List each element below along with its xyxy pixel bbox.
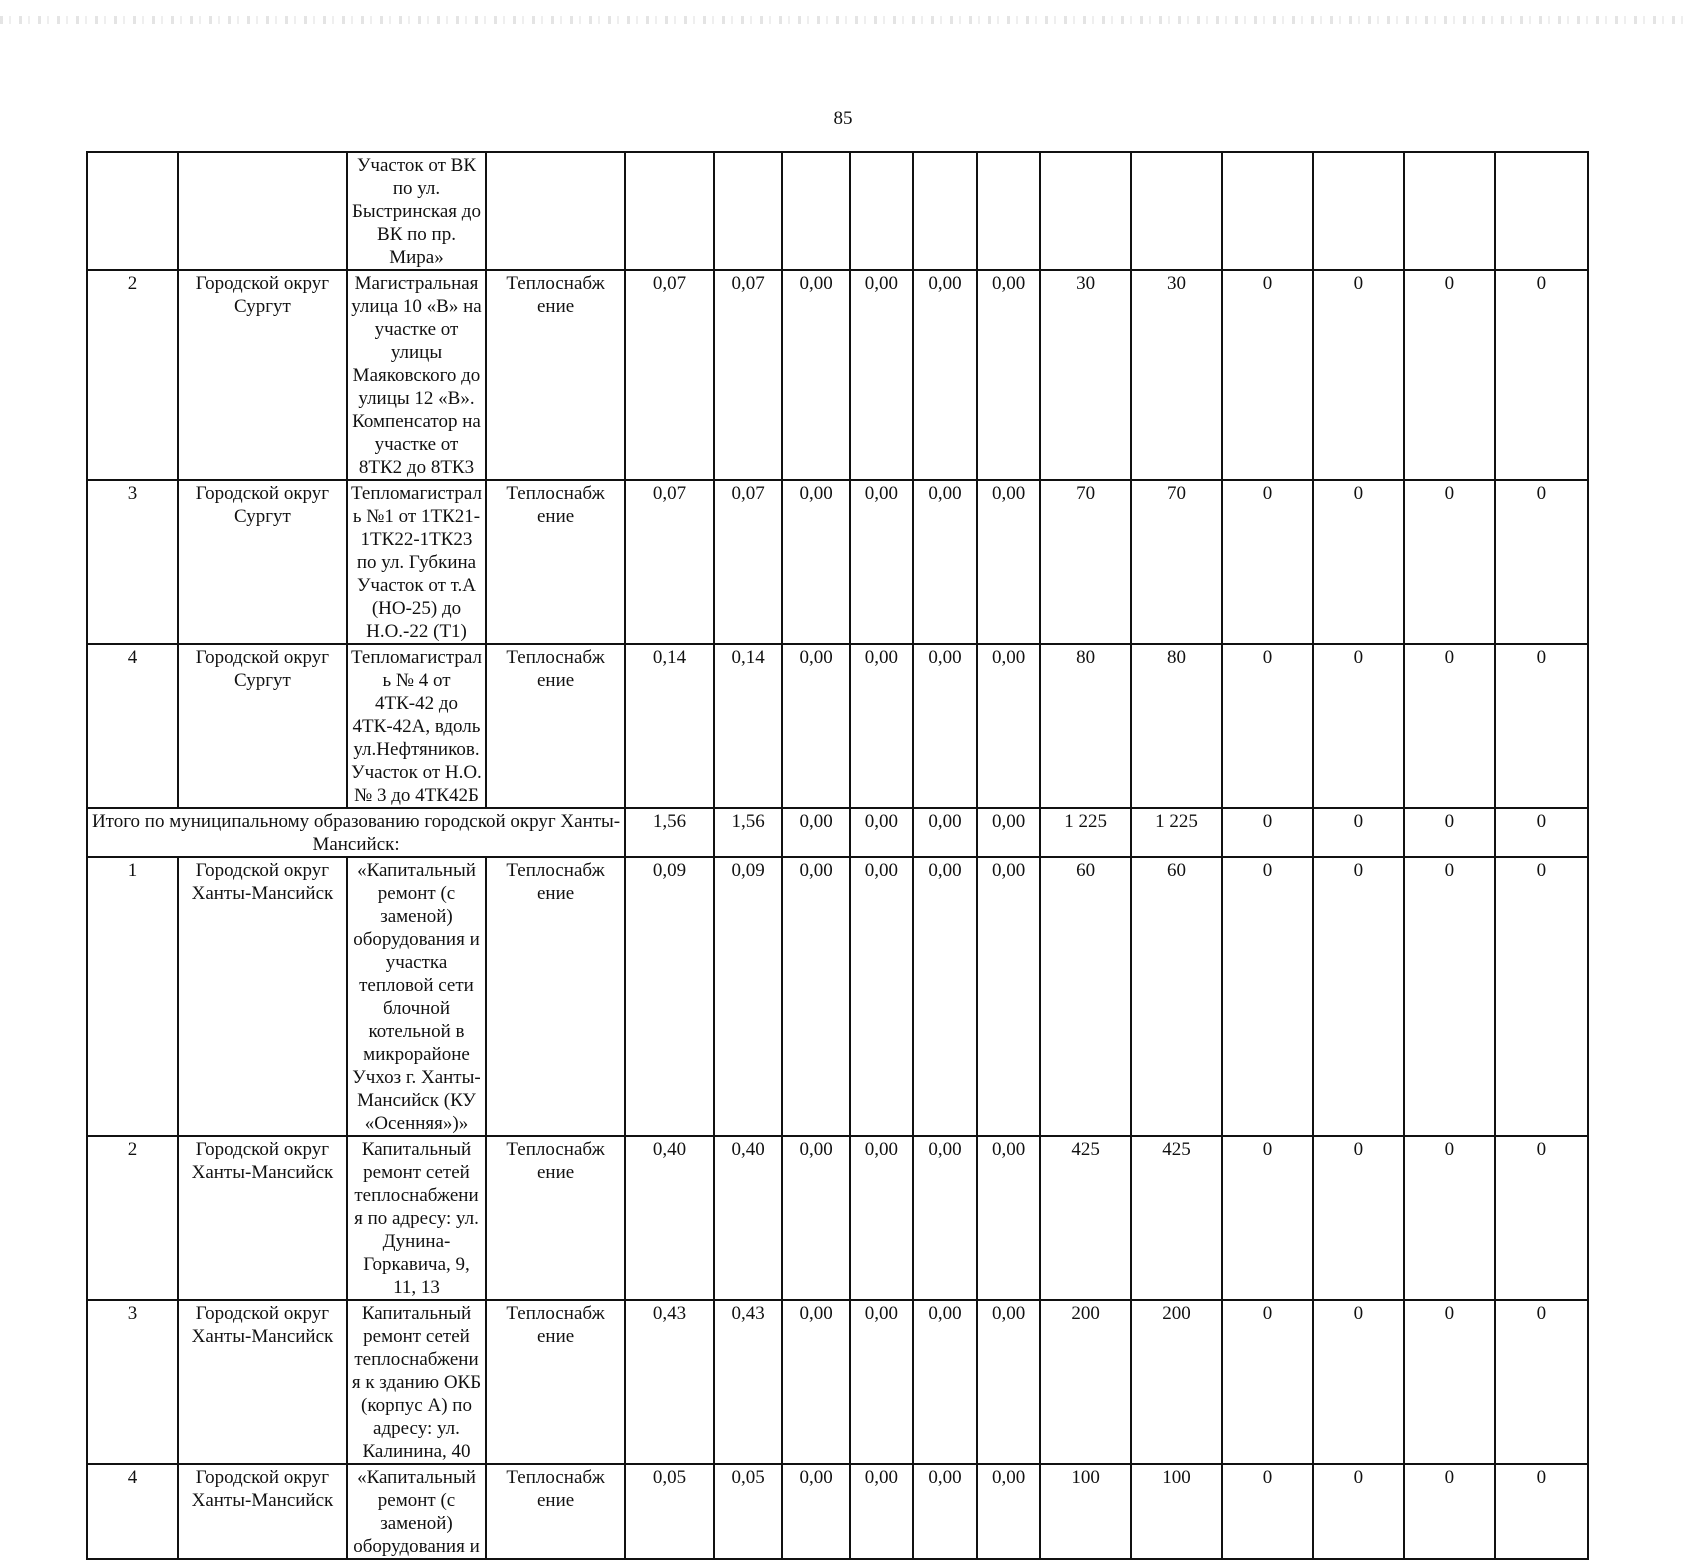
- cell-value-5: 0,00: [913, 1300, 977, 1464]
- table-row: [87, 644, 1588, 808]
- cell-resource-type: Теплоснабж ение: [486, 644, 625, 808]
- total-value-12: 0: [1495, 808, 1588, 857]
- cell-value-9: 0: [1222, 644, 1313, 808]
- cell-value-6: 0,00: [977, 644, 1040, 808]
- cell-value-9: 0: [1222, 1464, 1313, 1559]
- cell-value-7: 200: [1040, 1300, 1131, 1464]
- cell-value-1: 0,40: [625, 1136, 714, 1300]
- cell-value-5: 0,00: [913, 1136, 977, 1300]
- cell-value-1: [625, 152, 714, 270]
- cell-value-4: 0,00: [850, 480, 913, 644]
- cell-value-8: 200: [1131, 1300, 1222, 1464]
- cell-value-9: 0: [1222, 480, 1313, 644]
- cell-value-6: 0,00: [977, 480, 1040, 644]
- cell-value-7: 80: [1040, 644, 1131, 808]
- cell-value-2: 0,07: [714, 270, 782, 480]
- total-value-2: 1,56: [714, 808, 782, 857]
- page-number: 85: [833, 108, 853, 129]
- cell-value-11: 0: [1404, 270, 1495, 480]
- cell-municipality: Городской округ Ханты-Мансийск: [178, 857, 347, 1136]
- data-table: [86, 151, 1589, 1560]
- cell-value-3: 0,00: [782, 1464, 849, 1559]
- cell-row-number: 3: [87, 1300, 178, 1464]
- cell-municipality: Городской округ Сургут: [178, 480, 347, 644]
- cell-value-1: 0,07: [625, 270, 714, 480]
- cell-value-2: [714, 152, 782, 270]
- cell-value-12: 0: [1495, 857, 1588, 1136]
- cell-value-6: [977, 152, 1040, 270]
- cell-municipality: Городской округ Сургут: [178, 644, 347, 808]
- cell-value-10: 0: [1313, 480, 1404, 644]
- cell-object-name: Тепломагистраль № 4 от 4ТК-42 до 4ТК-42А, вдоль ул.Нефтяников. Участок от Н.О. № 3 до 4ТК42Б: [347, 644, 486, 808]
- cell-value-9: 0: [1222, 1136, 1313, 1300]
- cell-value-12: 0: [1495, 1464, 1588, 1559]
- total-value-7: 1 225: [1040, 808, 1131, 857]
- cell-value-2: 0,07: [714, 480, 782, 644]
- cell-value-11: [1404, 152, 1495, 270]
- total-value-6: 0,00: [977, 808, 1040, 857]
- cell-value-4: 0,00: [850, 857, 913, 1136]
- cell-value-4: 0,00: [850, 644, 913, 808]
- cell-value-9: 0: [1222, 270, 1313, 480]
- cell-value-9: 0: [1222, 1300, 1313, 1464]
- cell-value-5: 0,00: [913, 1464, 977, 1559]
- cell-value-12: 0: [1495, 1300, 1588, 1464]
- cell-value-7: 70: [1040, 480, 1131, 644]
- cell-value-11: 0: [1404, 1464, 1495, 1559]
- cell-row-number: 2: [87, 270, 178, 480]
- table-body: [87, 152, 1588, 1559]
- cell-value-7: 100: [1040, 1464, 1131, 1559]
- cell-object-name: Участок от ВК по ул. Быстринская до ВК по пр. Мира»: [347, 152, 486, 270]
- cell-row-number: 4: [87, 1464, 178, 1559]
- cell-value-10: 0: [1313, 644, 1404, 808]
- cell-value-11: 0: [1404, 480, 1495, 644]
- cell-object-name: Капитальный ремонт сетей теплоснабжения к зданию ОКБ (корпус А) по адресу: ул. Калинина, 40: [347, 1300, 486, 1464]
- table-row: [87, 270, 1588, 480]
- cell-resource-type: Теплоснабж ение: [486, 857, 625, 1136]
- cell-value-6: 0,00: [977, 1136, 1040, 1300]
- table-row: [87, 152, 1588, 270]
- cell-municipality: Городской округ Ханты-Мансийск: [178, 1136, 347, 1300]
- cell-value-4: 0,00: [850, 1136, 913, 1300]
- cell-value-10: [1313, 152, 1404, 270]
- cell-value-10: 0: [1313, 1136, 1404, 1300]
- cell-value-12: 0: [1495, 1136, 1588, 1300]
- cell-value-5: [913, 152, 977, 270]
- cell-value-4: 0,00: [850, 270, 913, 480]
- table-row: [87, 1136, 1588, 1300]
- cell-value-2: 0,40: [714, 1136, 782, 1300]
- cell-value-3: 0,00: [782, 480, 849, 644]
- cell-value-10: 0: [1313, 1464, 1404, 1559]
- cell-object-name: Капитальный ремонт сетей теплоснабжения по адресу: ул. Дунина-Горкавича, 9, 11, 13: [347, 1136, 486, 1300]
- cell-resource-type: Теплоснабж ение: [486, 1300, 625, 1464]
- cell-resource-type: [486, 152, 625, 270]
- cell-value-2: 0,14: [714, 644, 782, 808]
- cell-value-8: [1131, 152, 1222, 270]
- cell-object-name: Тепломагистраль №1 от 1ТК21-1ТК22-1ТК23 по ул. Губкина Участок от т.А (НО-25) до Н.О.-22 (Т1): [347, 480, 486, 644]
- cell-row-number: 3: [87, 480, 178, 644]
- cell-value-10: 0: [1313, 1300, 1404, 1464]
- cell-resource-type: Теплоснабж ение: [486, 1464, 625, 1559]
- cell-value-8: 60: [1131, 857, 1222, 1136]
- cell-value-2: 0,05: [714, 1464, 782, 1559]
- cell-value-3: 0,00: [782, 1136, 849, 1300]
- cell-value-6: 0,00: [977, 1300, 1040, 1464]
- cell-value-5: 0,00: [913, 480, 977, 644]
- cell-value-11: 0: [1404, 1136, 1495, 1300]
- cell-value-1: 0,05: [625, 1464, 714, 1559]
- cell-object-name: «Капитальный ремонт (с заменой) оборудования и: [347, 1464, 486, 1559]
- cell-value-8: 80: [1131, 644, 1222, 808]
- cell-municipality: Городской округ Сургут: [178, 270, 347, 480]
- cell-value-3: 0,00: [782, 1300, 849, 1464]
- cell-value-5: 0,00: [913, 857, 977, 1136]
- cell-value-1: 0,09: [625, 857, 714, 1136]
- total-value-5: 0,00: [913, 808, 977, 857]
- cell-municipality: Городской округ Ханты-Мансийск: [178, 1464, 347, 1559]
- cell-object-name: «Капитальный ремонт (с заменой) оборудования и участка тепловой сети блочной котельной в микрорайоне Учхоз г. Ханты-Мансийск (КУ «Осенняя»)»: [347, 857, 486, 1136]
- cell-resource-type: Теплоснабж ение: [486, 480, 625, 644]
- total-value-4: 0,00: [850, 808, 913, 857]
- cell-value-8: 425: [1131, 1136, 1222, 1300]
- cell-value-4: [850, 152, 913, 270]
- cell-resource-type: Теплоснабж ение: [486, 1136, 625, 1300]
- cell-value-12: [1495, 152, 1588, 270]
- cell-row-number: 4: [87, 644, 178, 808]
- cell-value-11: 0: [1404, 857, 1495, 1136]
- cell-value-10: 0: [1313, 270, 1404, 480]
- cell-value-4: 0,00: [850, 1464, 913, 1559]
- cell-object-name: Магистральная улица 10 «В» на участке от улицы Маяковского до улицы 12 «В». Компенсатор на участке от 8ТК2 до 8ТК3: [347, 270, 486, 480]
- table-row: [87, 480, 1588, 644]
- cell-value-3: [782, 152, 849, 270]
- total-value-1: 1,56: [625, 808, 714, 857]
- cell-value-9: [1222, 152, 1313, 270]
- cell-value-1: 0,07: [625, 480, 714, 644]
- cell-municipality: Городской округ Ханты-Мансийск: [178, 1300, 347, 1464]
- total-value-8: 1 225: [1131, 808, 1222, 857]
- cell-value-7: 60: [1040, 857, 1131, 1136]
- cell-value-4: 0,00: [850, 1300, 913, 1464]
- cell-value-2: 0,43: [714, 1300, 782, 1464]
- cell-value-12: 0: [1495, 644, 1588, 808]
- cell-value-12: 0: [1495, 480, 1588, 644]
- cell-resource-type: Теплоснабж ение: [486, 270, 625, 480]
- cell-value-3: 0,00: [782, 270, 849, 480]
- total-label: Итого по муниципальному образованию городской округ Ханты-Мансийск:: [87, 808, 625, 857]
- total-row: [87, 808, 1588, 857]
- cell-value-8: 70: [1131, 480, 1222, 644]
- total-value-9: 0: [1222, 808, 1313, 857]
- cell-value-3: 0,00: [782, 857, 849, 1136]
- cell-value-5: 0,00: [913, 644, 977, 808]
- cell-value-11: 0: [1404, 644, 1495, 808]
- cell-value-9: 0: [1222, 857, 1313, 1136]
- cell-row-number: [87, 152, 178, 270]
- cell-value-10: 0: [1313, 857, 1404, 1136]
- cell-value-1: 0,43: [625, 1300, 714, 1464]
- cell-row-number: 2: [87, 1136, 178, 1300]
- cell-value-6: 0,00: [977, 270, 1040, 480]
- cell-value-7: 30: [1040, 270, 1131, 480]
- cell-value-7: [1040, 152, 1131, 270]
- cell-value-5: 0,00: [913, 270, 977, 480]
- cell-municipality: [178, 152, 347, 270]
- cell-row-number: 1: [87, 857, 178, 1136]
- scan-artifact-strip: [0, 16, 1686, 24]
- cell-value-8: 30: [1131, 270, 1222, 480]
- total-value-11: 0: [1404, 808, 1495, 857]
- cell-value-11: 0: [1404, 1300, 1495, 1464]
- table-row: [87, 1464, 1588, 1559]
- cell-value-12: 0: [1495, 270, 1588, 480]
- cell-value-6: 0,00: [977, 1464, 1040, 1559]
- table-row: [87, 1300, 1588, 1464]
- total-value-10: 0: [1313, 808, 1404, 857]
- cell-value-1: 0,14: [625, 644, 714, 808]
- cell-value-6: 0,00: [977, 857, 1040, 1136]
- cell-value-8: 100: [1131, 1464, 1222, 1559]
- table-row: [87, 857, 1588, 1136]
- cell-value-2: 0,09: [714, 857, 782, 1136]
- cell-value-3: 0,00: [782, 644, 849, 808]
- total-value-3: 0,00: [782, 808, 849, 857]
- cell-value-7: 425: [1040, 1136, 1131, 1300]
